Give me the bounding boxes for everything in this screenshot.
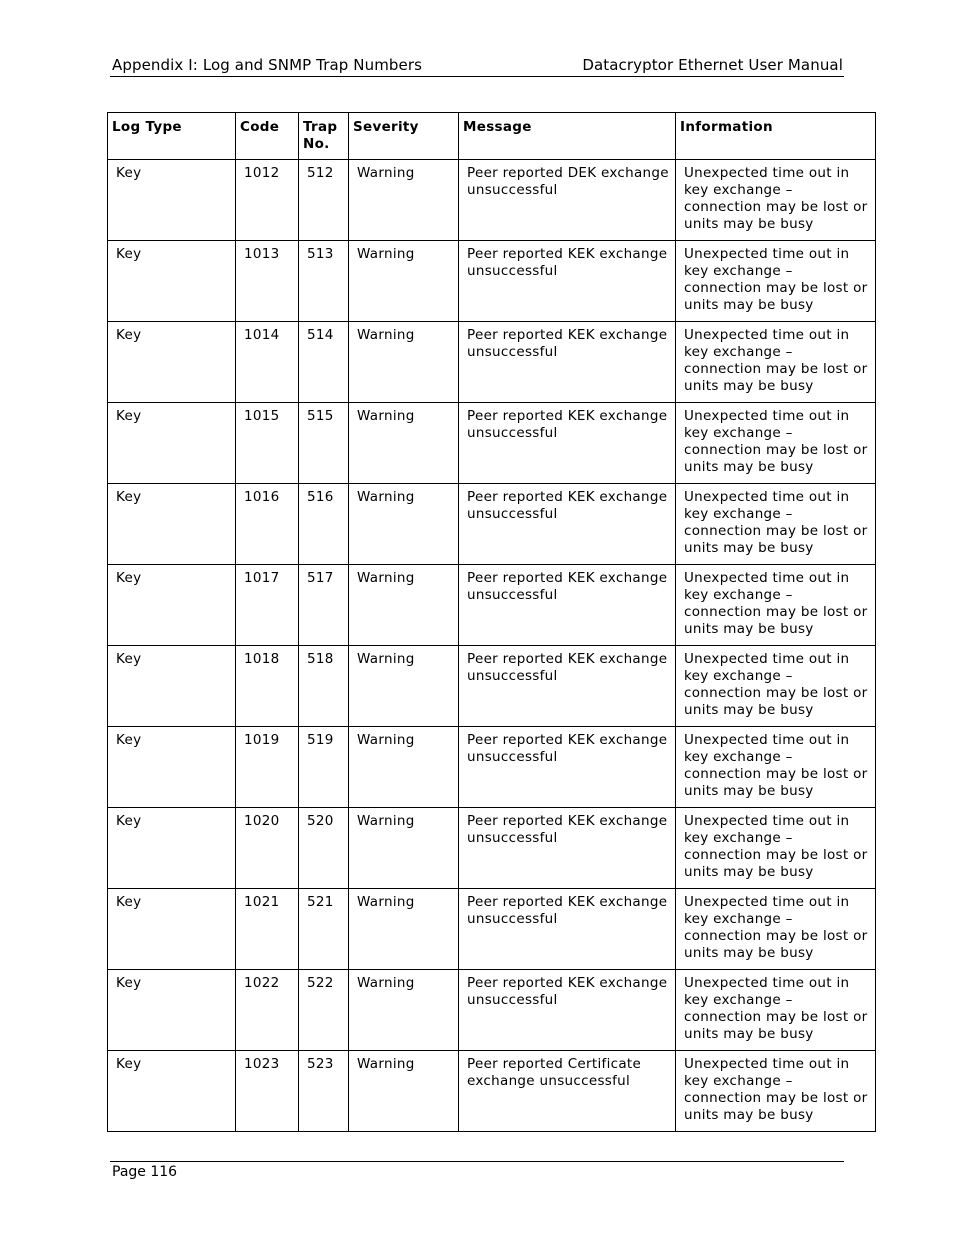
cell-log-type: Key — [108, 322, 236, 403]
table-row — [108, 727, 876, 808]
cell-information: Unexpected time out in key exchange – connection may be lost or units may be busy — [676, 808, 876, 889]
column-header-severity: Severity — [349, 113, 459, 160]
cell-message: Peer reported KEK exchange unsuccessful — [459, 646, 676, 727]
cell-trap-no: 518 — [299, 646, 349, 727]
cell-information: Unexpected time out in key exchange – connection may be lost or units may be busy — [676, 970, 876, 1051]
cell-message: Peer reported KEK exchange unsuccessful — [459, 808, 676, 889]
cell-message: Peer reported KEK exchange unsuccessful — [459, 727, 676, 808]
column-header-trap-no: Trap No. — [299, 113, 349, 160]
cell-code: 1013 — [236, 241, 299, 322]
page-number: Page 116 — [112, 1164, 178, 1180]
cell-trap-no: 513 — [299, 241, 349, 322]
table-row — [108, 160, 876, 241]
cell-trap-no: 520 — [299, 808, 349, 889]
cell-trap-no: 516 — [299, 484, 349, 565]
table-row — [108, 1051, 876, 1132]
cell-information: Unexpected time out in key exchange – connection may be lost or units may be busy — [676, 565, 876, 646]
cell-message: Peer reported KEK exchange unsuccessful — [459, 889, 676, 970]
cell-information: Unexpected time out in key exchange – connection may be lost or units may be busy — [676, 241, 876, 322]
header-rule — [110, 76, 844, 77]
cell-log-type: Key — [108, 808, 236, 889]
cell-message: Peer reported KEK exchange unsuccessful — [459, 970, 676, 1051]
table-row — [108, 484, 876, 565]
cell-information: Unexpected time out in key exchange – connection may be lost or units may be busy — [676, 1051, 876, 1132]
table-row — [108, 646, 876, 727]
cell-code: 1018 — [236, 646, 299, 727]
cell-code: 1015 — [236, 403, 299, 484]
cell-severity: Warning — [349, 160, 459, 241]
cell-message: Peer reported KEK exchange unsuccessful — [459, 484, 676, 565]
table-row — [108, 970, 876, 1051]
cell-trap-no: 523 — [299, 1051, 349, 1132]
cell-information: Unexpected time out in key exchange – connection may be lost or units may be busy — [676, 727, 876, 808]
cell-trap-no: 521 — [299, 889, 349, 970]
cell-information: Unexpected time out in key exchange – connection may be lost or units may be busy — [676, 889, 876, 970]
cell-log-type: Key — [108, 970, 236, 1051]
cell-trap-no: 519 — [299, 727, 349, 808]
cell-code: 1023 — [236, 1051, 299, 1132]
cell-message: Peer reported KEK exchange unsuccessful — [459, 403, 676, 484]
cell-code: 1016 — [236, 484, 299, 565]
cell-message: Peer reported DEK exchange unsuccessful — [459, 160, 676, 241]
cell-severity: Warning — [349, 322, 459, 403]
cell-code: 1012 — [236, 160, 299, 241]
cell-severity: Warning — [349, 1051, 459, 1132]
cell-message: Peer reported KEK exchange unsuccessful — [459, 241, 676, 322]
cell-information: Unexpected time out in key exchange – connection may be lost or units may be busy — [676, 160, 876, 241]
header-section-title: Appendix I: Log and SNMP Trap Numbers — [112, 56, 423, 74]
cell-message: Peer reported KEK exchange unsuccessful — [459, 565, 676, 646]
cell-information: Unexpected time out in key exchange – connection may be lost or units may be busy — [676, 403, 876, 484]
table-row — [108, 403, 876, 484]
cell-information: Unexpected time out in key exchange – connection may be lost or units may be busy — [676, 322, 876, 403]
cell-severity: Warning — [349, 403, 459, 484]
column-header-message: Message — [459, 113, 676, 160]
cell-code: 1014 — [236, 322, 299, 403]
cell-message: Peer reported Certificate exchange unsuccessful — [459, 1051, 676, 1132]
table-row — [108, 808, 876, 889]
footer-rule — [110, 1161, 844, 1162]
cell-log-type: Key — [108, 889, 236, 970]
cell-trap-no: 515 — [299, 403, 349, 484]
cell-log-type: Key — [108, 727, 236, 808]
column-header-log-type: Log Type — [108, 113, 236, 160]
cell-code: 1022 — [236, 970, 299, 1051]
header-manual-title: Datacryptor Ethernet User Manual — [582, 56, 843, 74]
cell-trap-no: 517 — [299, 565, 349, 646]
cell-log-type: Key — [108, 565, 236, 646]
cell-information: Unexpected time out in key exchange – connection may be lost or units may be busy — [676, 484, 876, 565]
table-header-row — [108, 113, 876, 160]
table-row — [108, 322, 876, 403]
table-row — [108, 241, 876, 322]
cell-severity: Warning — [349, 727, 459, 808]
cell-message: Peer reported KEK exchange unsuccessful — [459, 322, 676, 403]
cell-code: 1017 — [236, 565, 299, 646]
cell-log-type: Key — [108, 1051, 236, 1132]
cell-trap-no: 514 — [299, 322, 349, 403]
cell-trap-no: 512 — [299, 160, 349, 241]
cell-code: 1019 — [236, 727, 299, 808]
cell-severity: Warning — [349, 970, 459, 1051]
cell-log-type: Key — [108, 484, 236, 565]
cell-log-type: Key — [108, 403, 236, 484]
cell-log-type: Key — [108, 646, 236, 727]
cell-severity: Warning — [349, 565, 459, 646]
table-row — [108, 565, 876, 646]
cell-log-type: Key — [108, 241, 236, 322]
column-header-information: Information — [676, 113, 876, 160]
cell-log-type: Key — [108, 160, 236, 241]
column-header-code: Code — [236, 113, 299, 160]
cell-code: 1021 — [236, 889, 299, 970]
cell-severity: Warning — [349, 484, 459, 565]
cell-trap-no: 522 — [299, 970, 349, 1051]
cell-severity: Warning — [349, 646, 459, 727]
table-row — [108, 889, 876, 970]
cell-code: 1020 — [236, 808, 299, 889]
cell-severity: Warning — [349, 241, 459, 322]
cell-severity: Warning — [349, 889, 459, 970]
table-body — [108, 160, 876, 1132]
log-trap-table — [107, 112, 876, 1132]
cell-information: Unexpected time out in key exchange – connection may be lost or units may be busy — [676, 646, 876, 727]
cell-severity: Warning — [349, 808, 459, 889]
